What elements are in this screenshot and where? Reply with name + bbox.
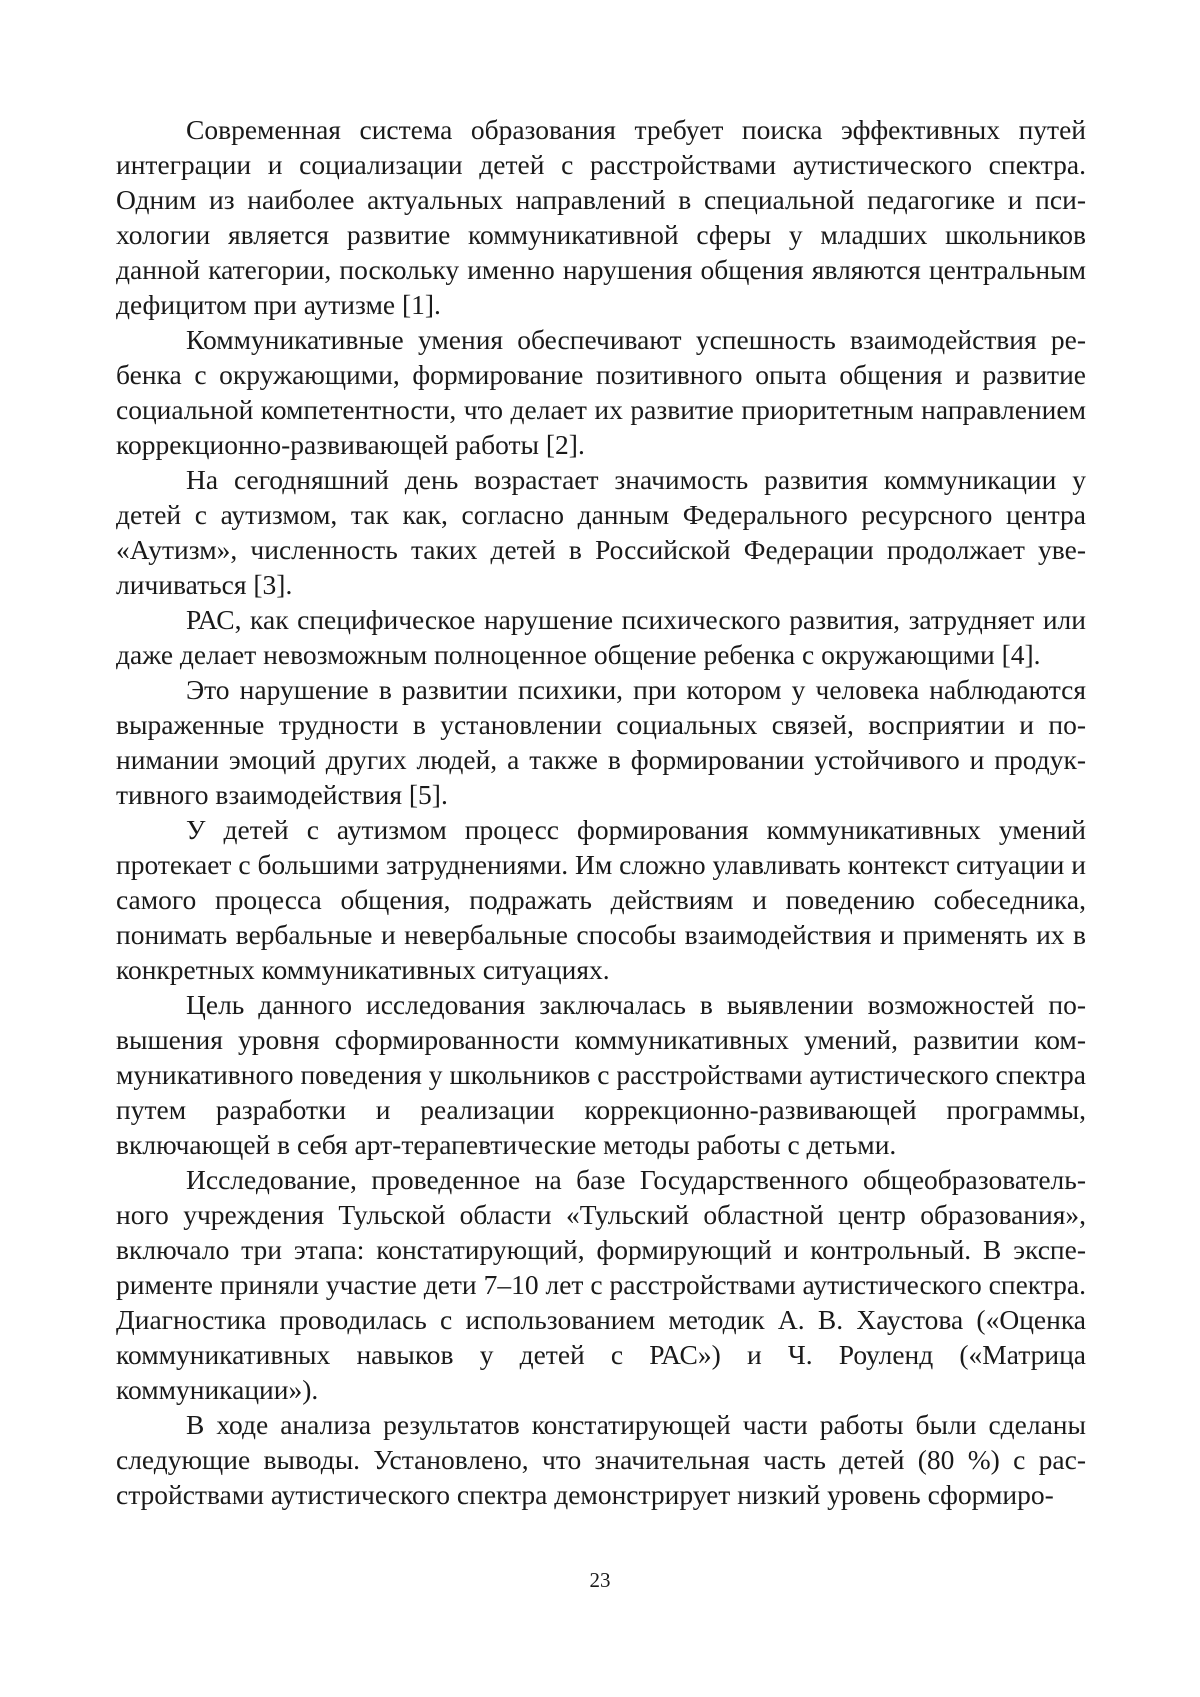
paragraph-4: РАС, как специфическое нарушение психического развития, затрудняет или даже делает невозможным полноценное общение ребенка с окружающими [4]. bbox=[116, 604, 1086, 670]
paragraph-9: В ходе анализа результатов констатирующей части работы были сделаны следующие выводы. Установлено, что значительная часть детей (80 %) с расстройствами аутистического спектра демонстрирует низкий уровень сформиро- bbox=[116, 1409, 1086, 1510]
paragraph-7: Цель данного исследования заключалась в выявлении возможностей повышения уровня сформированности коммуникативных умений, развитии коммуникативного поведения у школьников с расстройствами аутистического спектра путем разработки и реализации коррекционно-развивающей программы, включающей в себя арт-терапевтические методы работы с детьми. bbox=[116, 989, 1086, 1160]
paragraph-5: Это нарушение в развитии психики, при котором у человека наблюдаются выраженные трудности в установлении социальных связей, восприятии и понимании эмоций других людей, а также в формировании устойчивого и продуктивного взаимодействия [5]. bbox=[116, 674, 1086, 810]
paragraph-1: Современная система образования требует поиска эффективных путей интеграции и социализации детей с расстройствами аутистического спектра. Одним из наиболее актуальных направлений в специальной педагогике и психологии является развитие коммуникативной сферы у младших школьников данной категории, поскольку именно нарушения общения являются центральным дефицитом при аутизме [1]. bbox=[116, 114, 1086, 320]
paragraph-8: Исследование, проведенное на базе Государственного общеобразовательного учреждения Тульской области «Тульский областной центр образования», включало три этапа: констатирующий, формирующий и контрольный. В эксперименте приняли участие дети 7–10 лет с расстройствами аутистического спектра. Диагностика проводилась с использованием методик А. В. Хаустова («Оценка коммуникативных навыков у детей с РАС») и Ч. Роуленд («Матрица коммуникации»). bbox=[116, 1164, 1086, 1405]
paragraph-3: На сегодняшний день возрастает значимость развития коммуникации у детей с аутизмом, так как, согласно данным Федерального ресурсного центра «Аутизм», численность таких детей в Российской Федерации продолжает увеличиваться [3]. bbox=[116, 464, 1086, 600]
paragraph-2: Коммуникативные умения обеспечивают успешность взаимодействия ребенка с окружающими, формирование позитивного опыта общения и развитие социальной компетентности, что делает их развитие приоритетным направлением коррекционно-развивающей работы [2]. bbox=[116, 324, 1086, 460]
page-number: 23 bbox=[589, 1568, 611, 1592]
body-text bbox=[116, 112, 1086, 1512]
paragraph-6: У детей с аутизмом процесс формирования коммуникативных умений протекает с большими затруднениями. Им сложно улавливать контекст ситуации и самого процесса общения, подражать действиям и поведению собеседника, понимать вербальные и невербальные способы взаимодействия и применять их в конкретных коммуникативных ситуациях. bbox=[116, 814, 1086, 985]
